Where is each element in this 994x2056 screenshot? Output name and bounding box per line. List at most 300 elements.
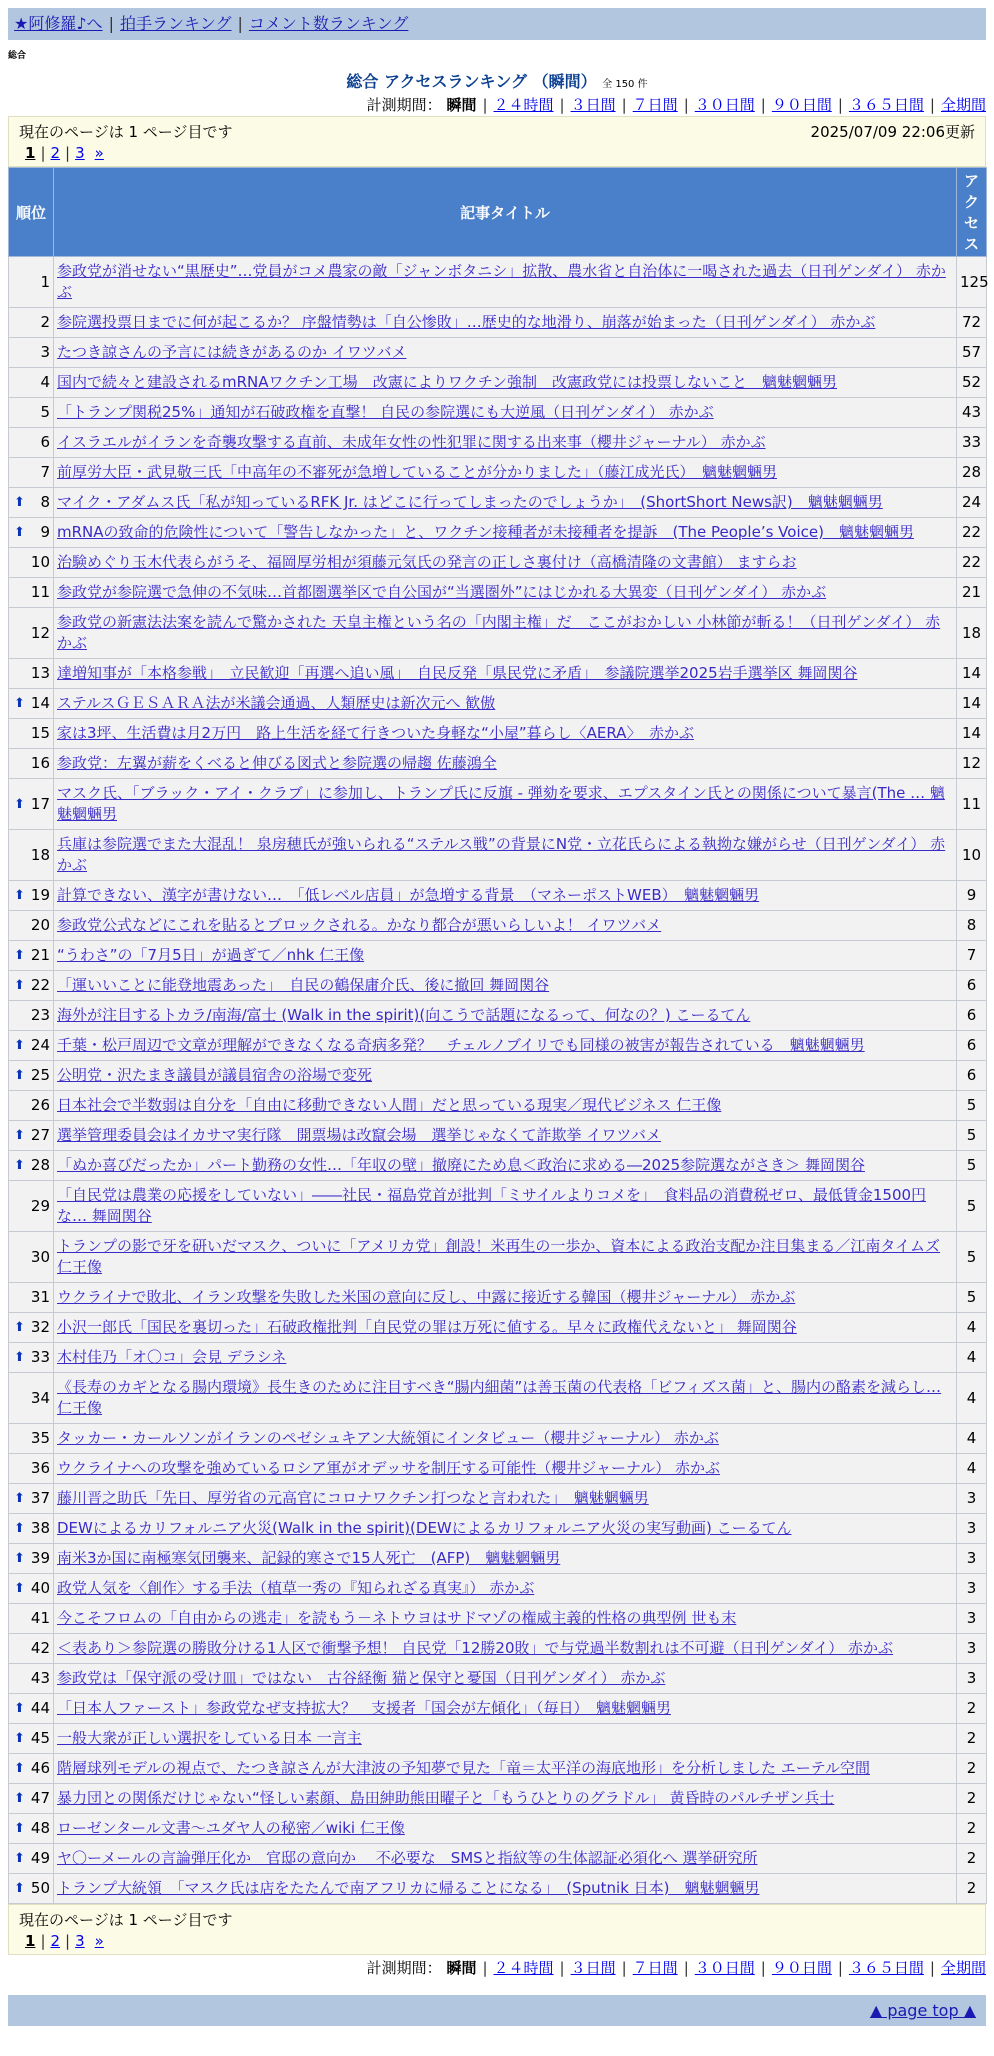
article-title-link[interactable]: 選挙管理委員会はイカサマ実行隊 開票場は改竄会場 選挙じゃなくて詐欺挙 イワツバメ [57, 1126, 662, 1144]
rank-cell [9, 458, 54, 488]
access-count: 3 [957, 1604, 987, 1634]
article-title-link[interactable]: DEWによるカリフォルニア火災(Walk in the spirit)(DEWによるカリフォルニア火災の実写動画) こーるてん [57, 1519, 792, 1537]
table-row [9, 548, 987, 578]
access-count: 2 [957, 1694, 987, 1724]
period-link-365d[interactable]: ３６５日間 [848, 96, 924, 114]
article-title-link[interactable]: 南米3か国に南極寒気団襲来、記録的寒さで15人死亡 (AFP) 魑魅魍魎男 [57, 1549, 561, 1567]
access-count: 24 [957, 488, 987, 518]
rank-number: 34 [30, 1388, 50, 1407]
title-cell [54, 1454, 957, 1484]
rank-cell [9, 911, 54, 941]
rank-cell [9, 1844, 54, 1874]
rank-number: 30 [30, 1247, 50, 1266]
access-count: 7 [957, 941, 987, 971]
title-cell [54, 830, 957, 881]
rank-number: 39 [30, 1549, 50, 1567]
page-link-2[interactable]: 2 [50, 1932, 61, 1950]
table-row [9, 1061, 987, 1091]
article-title-link[interactable]: ＜表あり＞参院選の勝敗分ける1人区で衝撃予想！ 自民党「12勝20敗」で与党過半数割れは不可避（日刊ゲンダイ） 赤かぶ [57, 1639, 894, 1657]
table-row [9, 1754, 987, 1784]
rank-cell [9, 1061, 54, 1091]
article-title-link[interactable]: ヤ〇ーメールの言論弾圧化か 官邸の意向か 不必要な SMSと指紋等の生体認証必須化へ 選挙研究所 [57, 1849, 758, 1867]
rank-number: 25 [30, 1066, 50, 1084]
rank-number: 49 [30, 1849, 50, 1867]
article-title-link[interactable]: 暴力団との関係だけじゃない“怪しい素顔、島田紳助熊田曜子と「もうひとりのグラドル」 黄昏時のパルチザン兵士 [57, 1789, 835, 1807]
access-count: 33 [957, 428, 987, 458]
table-row [9, 1574, 987, 1604]
title-cell [54, 308, 957, 338]
updated-time: 2025/07/09 22:06更新 [810, 123, 975, 141]
rank-number: 13 [30, 664, 50, 682]
table-row [9, 689, 987, 719]
rank-cell [9, 1031, 54, 1061]
period-link-3d[interactable]: ３日間 [570, 1959, 616, 1977]
article-title-link[interactable]: 藤川晋之助氏「先日、厚労省の元高官にコロナワクチン打つなと言われた」 魑魅魍魎男 [57, 1489, 649, 1507]
table-row [9, 659, 987, 689]
table-row [9, 1784, 987, 1814]
table-row [9, 1844, 987, 1874]
access-count: 6 [957, 971, 987, 1001]
rank-number: 5 [40, 403, 50, 421]
rank-cell [9, 779, 54, 830]
article-title-link[interactable]: ウクライナへの攻撃を強めているロシア軍がオデッサを制圧する可能性（櫻井ジャーナル） 赤かぶ [57, 1459, 720, 1477]
access-count: 11 [957, 779, 987, 830]
top-nav [8, 8, 986, 40]
table-row [9, 338, 987, 368]
rank-number: 41 [30, 1609, 50, 1627]
title-cell [54, 1574, 957, 1604]
article-title-link[interactable]: “うわさ”の「7月5日」が過ぎて／nhk 仁王像 [57, 946, 365, 964]
title-cell [54, 257, 957, 308]
rank-cell [9, 1121, 54, 1151]
rank-number: 50 [30, 1879, 50, 1897]
rank-cell [9, 1664, 54, 1694]
period-link-30d[interactable]: ３０日間 [694, 96, 755, 114]
article-title-link[interactable]: 兵庫は参院選でまた大混乱！ 泉房穂氏が強いられる“ステルス戦”の背景にN党・立花氏らによる執拗な嫌がらせ（日刊ゲンダイ） 赤かぶ [57, 835, 946, 874]
article-title-link[interactable]: 一般大衆が正しい選択をしている日本 一言主 [57, 1729, 362, 1747]
table-row [9, 488, 987, 518]
article-title-link[interactable]: ウクライナで敗北、イラン攻撃を失敗した米国の意向に反し、中露に接近する韓国（櫻井ジャーナル） 赤かぶ [57, 1288, 796, 1306]
period-link-30d[interactable]: ３０日間 [694, 1959, 755, 1977]
article-title-link[interactable]: 治験めぐり玉木代表らがうそ、福岡厚労相が須藤元気氏の発言の正しさ裏付け（高橋清隆の文書館） ますらお [57, 553, 797, 571]
article-title-link[interactable]: 参政党は「保守派の受け皿」ではない 古谷経衡 猫と保守と憂国（日刊ゲンダイ） 赤かぶ [57, 1669, 666, 1687]
article-title-link[interactable]: イスラエルがイランを奇襲攻撃する直前、未成年女性の性犯罪に関する出来事（櫻井ジャーナル） 赤かぶ [57, 433, 766, 451]
table-row [9, 1814, 987, 1844]
title-text: 総合 アクセスランキング （瞬間） [346, 72, 597, 91]
title-cell [54, 1313, 957, 1343]
rank-cell [9, 689, 54, 719]
article-title-link[interactable]: 家は3坪、生活費は月2万円 路上生活を経て行きついた身軽な“小屋”暮らし〈AERA〉 赤かぶ [57, 724, 694, 742]
access-count: 5 [957, 1181, 987, 1232]
article-title-link[interactable]: 前厚労大臣・武見敬三氏「中高年の不審死が急増していることが分かりました」（藤江成光氏） 魑魅魍魎男 [57, 463, 778, 481]
title-cell [54, 1424, 957, 1454]
rank-up-arrow-icon: ⬆ [14, 1038, 25, 1053]
article-title-link[interactable]: 「日本人ファースト」参政党なぜ支持拡大？ 支援者「国会が左傾化」（毎日） 魑魅魍魎男 [57, 1699, 671, 1717]
rank-cell [9, 1754, 54, 1784]
rank-number: 29 [30, 1196, 50, 1215]
page-link-next[interactable]: » [94, 1932, 104, 1950]
nav-link-clap-ranking[interactable]: 拍手ランキング [119, 14, 232, 33]
table-row [9, 1514, 987, 1544]
table-row [9, 1121, 987, 1151]
rank-cell [9, 1001, 54, 1031]
rank-number: 32 [30, 1318, 50, 1336]
page-link-3[interactable]: 3 [75, 1932, 85, 1950]
article-title-link[interactable]: mRNAの致命的危険性について「警告しなかった」と、ワクチン接種者が未接種者を提訴 (The People’s Voice) 魑魅魍魎男 [57, 523, 914, 541]
rank-number: 33 [30, 1348, 50, 1366]
access-count: 125 [957, 257, 987, 308]
total-count: 全 150 件 [602, 79, 648, 90]
period-link-all[interactable]: 全期間 [940, 1959, 986, 1977]
table-row [9, 971, 987, 1001]
title-cell [54, 1754, 957, 1784]
article-title-link[interactable]: 今こそフロムの「自由からの逃走」を読もう－ネトウヨはサドマゾの権威主義的性格の典型例 世も末 [57, 1609, 737, 1627]
table-row [9, 1634, 987, 1664]
article-title-link[interactable]: 計算できない、漢字が書けない… 「低レベル店員」が急増する背景 （マネーポストWEB） 魑魅魍魎男 [57, 886, 760, 904]
title-cell [54, 1061, 957, 1091]
rank-cell [9, 830, 54, 881]
article-title-link[interactable]: ステルスＧＥＳＡＲＡ法が米議会通過、人類歴史は新次元へ 歓傲 [57, 694, 496, 712]
title-cell [54, 518, 957, 548]
period-link-24h[interactable]: ２４時間 [493, 96, 554, 114]
title-cell [54, 398, 957, 428]
article-title-link[interactable]: 木村佳乃「オ〇コ」会見 デラシネ [57, 1348, 287, 1366]
rank-number: 46 [30, 1759, 50, 1777]
rank-number: 19 [30, 886, 50, 904]
article-title-link[interactable]: トランプ大統領 「マスク氏は店をたたんで南アフリカに帰ることになる」 (Sputnik 日本) 魑魅魍魎男 [57, 1879, 760, 1897]
page-current: 1 [25, 1932, 36, 1950]
rank-cell [9, 1091, 54, 1121]
access-count: 6 [957, 1061, 987, 1091]
title-cell [54, 608, 957, 659]
access-count: 72 [957, 308, 987, 338]
access-count: 4 [957, 1424, 987, 1454]
table-row [9, 1664, 987, 1694]
rank-number: 18 [30, 845, 50, 864]
article-title-link[interactable]: 《長寿のカギとなる腸内環境》長生きのために注目すべき“腸内細菌”は善玉菌の代表格「ビフィズス菌」と、腸内の酪素を減らし… 仁王像 [57, 1378, 942, 1417]
table-row [9, 518, 987, 548]
title-cell [54, 1181, 957, 1232]
rank-number: 12 [30, 623, 50, 642]
page-title [8, 69, 986, 92]
title-cell [54, 1121, 957, 1151]
title-cell [54, 881, 957, 911]
rank-cell [9, 1544, 54, 1574]
access-count: 52 [957, 368, 987, 398]
header-rank: 順位 [9, 168, 54, 257]
rank-cell [9, 488, 54, 518]
rank-number: 27 [30, 1126, 50, 1144]
access-count: 2 [957, 1874, 987, 1904]
table-row [9, 1424, 987, 1454]
article-title-link[interactable]: 千葉・松戸周辺で文章が理解ができなくなる奇病多発？ チェルノブイリでも同様の被害が報告されている 魑魅魍魎男 [57, 1036, 865, 1054]
rank-cell [9, 971, 54, 1001]
table-row [9, 1232, 987, 1283]
rank-number: 48 [30, 1819, 50, 1837]
rank-up-arrow-icon: ⬆ [14, 1158, 25, 1173]
rank-cell [9, 1814, 54, 1844]
title-cell [54, 1724, 957, 1754]
rank-number: 20 [30, 916, 50, 934]
title-cell [54, 941, 957, 971]
table-row [9, 1343, 987, 1373]
rank-up-arrow-icon: ⬆ [14, 1821, 25, 1836]
table-row [9, 1454, 987, 1484]
period-link-all[interactable]: 全期間 [940, 96, 986, 114]
table-row [9, 1001, 987, 1031]
article-title-link[interactable]: 政党人気を〈創作〉する手法（植草一秀の『知られざる真実』） 赤かぶ [57, 1579, 535, 1597]
rank-cell [9, 1874, 54, 1904]
current-page-text: 現在のページは 1 ページ目です [19, 1911, 233, 1929]
period-link-7d[interactable]: ７日間 [632, 1959, 678, 1977]
rank-cell [9, 398, 54, 428]
rank-up-arrow-icon: ⬆ [14, 495, 25, 510]
access-count: 9 [957, 881, 987, 911]
rank-number: 3 [40, 343, 50, 361]
period-label: 計測期間： [366, 1959, 442, 1977]
rank-number: 11 [30, 583, 50, 601]
access-count: 22 [957, 548, 987, 578]
access-count: 18 [957, 608, 987, 659]
rank-up-arrow-icon: ⬆ [14, 1551, 25, 1566]
rank-cell [9, 1484, 54, 1514]
rank-number: 14 [30, 694, 50, 712]
table-row [9, 1031, 987, 1061]
rank-cell [9, 368, 54, 398]
table-row [9, 1313, 987, 1343]
rank-number: 43 [30, 1669, 50, 1687]
title-cell [54, 1844, 957, 1874]
period-selector-bottom: 計測期間： 瞬間 | ２４時間 | ３日間 | ７日間 | ３０日間 | ９０日間 | ３６５日間 | 全期間 [366, 1959, 986, 1977]
access-count: 4 [957, 1373, 987, 1424]
rank-number: 24 [30, 1036, 50, 1054]
article-title-link[interactable]: マスク氏、「ブラック・アイ・クラブ」に参加し、トランプ氏に反旗 - 弾劾を要求、エプスタイン氏との関係について暴言(The … 魑魅魍魎男 [57, 784, 945, 823]
rank-cell [9, 1232, 54, 1283]
access-count: 10 [957, 830, 987, 881]
period-link-3d[interactable]: ３日間 [570, 96, 616, 114]
rank-cell [9, 578, 54, 608]
article-title-link[interactable]: たつき諒さんの予言には続きがあるのか イワツバメ [57, 343, 407, 361]
title-cell [54, 1814, 957, 1844]
article-title-link[interactable]: 小沢一郎氏「国民を裏切った」石破政権批判「自民党の罪は万死に値する。早々に政権代えないと」 舞岡関谷 [57, 1318, 797, 1336]
title-cell [54, 689, 957, 719]
access-count: 3 [957, 1544, 987, 1574]
article-title-link[interactable]: タッカー・カールソンがイランのペゼシュキアン大統領にインタビュー（櫻井ジャーナル） 赤かぶ [57, 1429, 719, 1447]
article-title-link[interactable]: ローゼンタール文書～ユダヤ人の秘密／wiki 仁王像 [57, 1819, 405, 1837]
title-cell [54, 1634, 957, 1664]
article-title-link[interactable]: 海外が注目するトカラ/南海/富士 (Walk in the spirit)(向こうで話題になるって、何なの？) こーるてん [57, 1006, 751, 1024]
table-row [9, 458, 987, 488]
access-count: 22 [957, 518, 987, 548]
current-page-text: 現在のページは 1 ページ目です [19, 123, 233, 141]
rank-up-arrow-icon: ⬆ [14, 1881, 25, 1896]
article-title-link[interactable]: 公明党・沢たまき議員が議員宿舎の浴場で変死 [57, 1066, 373, 1084]
rank-cell [9, 941, 54, 971]
rank-up-arrow-icon: ⬆ [14, 1491, 25, 1506]
access-count: 3 [957, 1634, 987, 1664]
rank-cell [9, 659, 54, 689]
period-selector-top: 計測期間： 瞬間 | ２４時間 | ３日間 | ７日間 | ３０日間 | ９０日間 | ３６５日間 | 全期間 [366, 96, 986, 114]
access-count: 2 [957, 1784, 987, 1814]
table-row [9, 1283, 987, 1313]
rank-cell [9, 1634, 54, 1664]
rank-number: 40 [30, 1579, 50, 1597]
rank-cell [9, 1514, 54, 1544]
rank-cell [9, 1283, 54, 1313]
article-title-link[interactable]: 参政党が参院選で急伸の不気味…首都圏選挙区で自公国が“当選圏外”にはじかれる大異変（日刊ゲンダイ） 赤かぶ [57, 583, 827, 601]
title-cell [54, 1343, 957, 1373]
period-link-7d[interactable]: ７日間 [632, 96, 678, 114]
access-count: 2 [957, 1814, 987, 1844]
table-row [9, 881, 987, 911]
rank-cell [9, 1181, 54, 1232]
rank-number: 21 [30, 946, 50, 964]
article-title-link[interactable]: 「ぬか喜びだったか」パート勤務の女性…「年収の壁」撤廃にため息＜政治に求める―2025参院選ながさき＞ 舞岡関谷 [57, 1156, 865, 1174]
access-count: 21 [957, 578, 987, 608]
table-row [9, 368, 987, 398]
title-cell [54, 1232, 957, 1283]
access-count: 5 [957, 1232, 987, 1283]
title-cell [54, 1373, 957, 1424]
rank-up-arrow-icon: ⬆ [14, 1761, 25, 1776]
page-top-link[interactable]: ▲ page top ▲ [869, 2001, 976, 2020]
rank-cell [9, 1343, 54, 1373]
rank-cell [9, 749, 54, 779]
access-count: 14 [957, 719, 987, 749]
rank-cell [9, 308, 54, 338]
period-active: 瞬間 [446, 1959, 477, 1977]
article-title-link[interactable]: マイク・アダムス氏「私が知っているRFK Jr. はどこに行ってしまったのでしょうか」 (ShortShort News訳) 魑魅魍魎男 [57, 493, 883, 511]
title-cell [54, 971, 957, 1001]
page-current: 1 [25, 144, 36, 162]
table-row [9, 578, 987, 608]
access-count: 5 [957, 1121, 987, 1151]
access-count: 4 [957, 1454, 987, 1484]
rank-number: 4 [40, 373, 50, 391]
table-row [9, 1181, 987, 1232]
table-row [9, 719, 987, 749]
article-title-link[interactable]: 参政党：左翼が薪をくべると伸びる図式と参院選の帰趨 佐藤鴻全 [57, 754, 497, 772]
rank-up-arrow-icon: ⬆ [14, 1851, 25, 1866]
period-label: 計測期間： [366, 96, 442, 114]
title-cell [54, 1604, 957, 1634]
title-cell [54, 1031, 957, 1061]
period-link-90d[interactable]: ９０日間 [771, 96, 832, 114]
table-row [9, 398, 987, 428]
rank-cell [9, 881, 54, 911]
table-row [9, 308, 987, 338]
title-cell [54, 338, 957, 368]
rank-up-arrow-icon: ⬆ [14, 1581, 25, 1596]
table-row [9, 1373, 987, 1424]
access-count: 14 [957, 689, 987, 719]
title-cell [54, 488, 957, 518]
title-cell [54, 1874, 957, 1904]
title-cell [54, 1001, 957, 1031]
table-row [9, 1694, 987, 1724]
table-row [9, 779, 987, 830]
period-link-24h[interactable]: ２４時間 [493, 1959, 554, 1977]
rank-up-arrow-icon: ⬆ [14, 696, 25, 711]
nav-link-ashura[interactable]: ★阿修羅♪へ [14, 14, 103, 33]
rank-cell [9, 518, 54, 548]
title-cell [54, 368, 957, 398]
article-title-link[interactable]: トランプの影で牙を研いだマスク、ついに「アメリカ党」創設！米再生の一歩か、資本による政治支配か注目集まる／江南タイムズ 仁王像 [57, 1237, 941, 1276]
page-link-next[interactable]: » [94, 144, 104, 162]
article-title-link[interactable]: 達増知事が「本格参戦」 立民歓迎「再選へ追い風」 自民反発「県民党に矛盾」 参議院選挙2025岩手選挙区 舞岡関谷 [57, 664, 858, 682]
access-count: 3 [957, 1664, 987, 1694]
page-link-3[interactable]: 3 [75, 144, 85, 162]
article-title-link[interactable]: 「自民党は農業の応援をしていない」――社民・福島党首が批判「ミサイルよりコメを」 食料品の消費税ゼロ、最低賃金1500円な… 舞岡関谷 [57, 1186, 927, 1225]
rank-cell [9, 1784, 54, 1814]
rank-up-arrow-icon: ⬆ [14, 1701, 25, 1716]
title-cell [54, 458, 957, 488]
rank-up-arrow-icon: ⬆ [14, 525, 25, 540]
access-count: 6 [957, 1001, 987, 1031]
article-title-link[interactable]: 参政党が消せない“黒歴史”…党員がコメ農家の敵「ジャンボタニシ」拡散、農水省と自治体に一喝された過去（日刊ゲンダイ） 赤かぶ [57, 262, 946, 301]
category-label: 総合 [8, 51, 27, 61]
access-count: 57 [957, 338, 987, 368]
rank-cell [9, 257, 54, 308]
title-cell [54, 1694, 957, 1724]
table-row [9, 749, 987, 779]
rank-up-arrow-icon: ⬆ [14, 888, 25, 903]
nav-link-comment-ranking[interactable]: コメント数ランキング [248, 14, 409, 33]
rank-number: 31 [30, 1288, 50, 1306]
rank-cell [9, 1151, 54, 1181]
rank-up-arrow-icon: ⬆ [14, 1128, 25, 1143]
article-title-link[interactable]: 階層球列モデルの視点で、たつき諒さんが大津波の予知夢で見た「竜＝太平洋の海底地形」を分析しました エーテル空間 [57, 1759, 870, 1777]
title-cell [54, 1283, 957, 1313]
page-link-2[interactable]: 2 [50, 144, 61, 162]
rank-cell [9, 428, 54, 458]
article-title-link[interactable]: 参院選投票日までに何が起こるか？ 序盤情勢は「自公惨敗」…歴史的な地滑り、崩落が始まった（日刊ゲンダイ） 赤かぶ [57, 313, 876, 331]
title-cell [54, 1091, 957, 1121]
article-title-link[interactable]: 参政党の新憲法法案を読んで驚かされた 天皇主権という名の「内閣主権」だ ここがおかしい 小林節が斬る！（日刊ゲンダイ） 赤かぶ [57, 613, 941, 652]
rank-up-arrow-icon: ⬆ [14, 1731, 25, 1746]
access-count: 43 [957, 398, 987, 428]
rank-number: 8 [40, 493, 50, 511]
table-row [9, 1091, 987, 1121]
rank-cell [9, 1313, 54, 1343]
period-link-90d[interactable]: ９０日間 [771, 1959, 832, 1977]
access-count: 4 [957, 1343, 987, 1373]
rank-up-arrow-icon: ⬆ [14, 948, 25, 963]
access-count: 2 [957, 1754, 987, 1784]
article-title-link[interactable]: 「運いいことに能登地震あった」 自民の鶴保庸介氏、後に撤回 舞岡関谷 [57, 976, 550, 994]
pager-bottom: 現在のページは 1 ページ目です 1 | 2 | 3 » [8, 1904, 986, 1955]
rank-number: 44 [30, 1699, 50, 1717]
access-count: 14 [957, 659, 987, 689]
rank-cell [9, 1724, 54, 1754]
access-count: 2 [957, 1724, 987, 1754]
nav-separator: | [108, 14, 114, 33]
rank-number: 26 [30, 1096, 50, 1114]
access-count: 5 [957, 1091, 987, 1121]
rank-number: 35 [30, 1429, 50, 1447]
rank-up-arrow-icon: ⬆ [14, 1791, 25, 1806]
article-title-link[interactable]: 参政党公式などにこれを貼るとブロックされる。かなり都合が悪いらしいよ！ イワツバメ [57, 916, 662, 934]
article-title-link[interactable]: 「トランプ関税25%」通知が石破政権を直撃！ 自民の参院選にも大逆風（日刊ゲンダイ） 赤かぶ [57, 403, 714, 421]
title-cell [54, 1544, 957, 1574]
article-title-link[interactable]: 国内で続々と建設されるmRNAワクチン工場 改憲によりワクチン強制 改憲政党には投票しないこと 魑魅魍魎男 [57, 373, 838, 391]
title-cell [54, 1484, 957, 1514]
access-count: 4 [957, 1313, 987, 1343]
rank-number: 36 [30, 1459, 50, 1477]
article-title-link[interactable]: 日本社会で半数弱は自分を「自由に移動できない人間」だと思っている現実／現代ビジネス 仁王像 [57, 1096, 722, 1114]
access-count: 8 [957, 911, 987, 941]
period-link-365d[interactable]: ３６５日間 [848, 1959, 924, 1977]
